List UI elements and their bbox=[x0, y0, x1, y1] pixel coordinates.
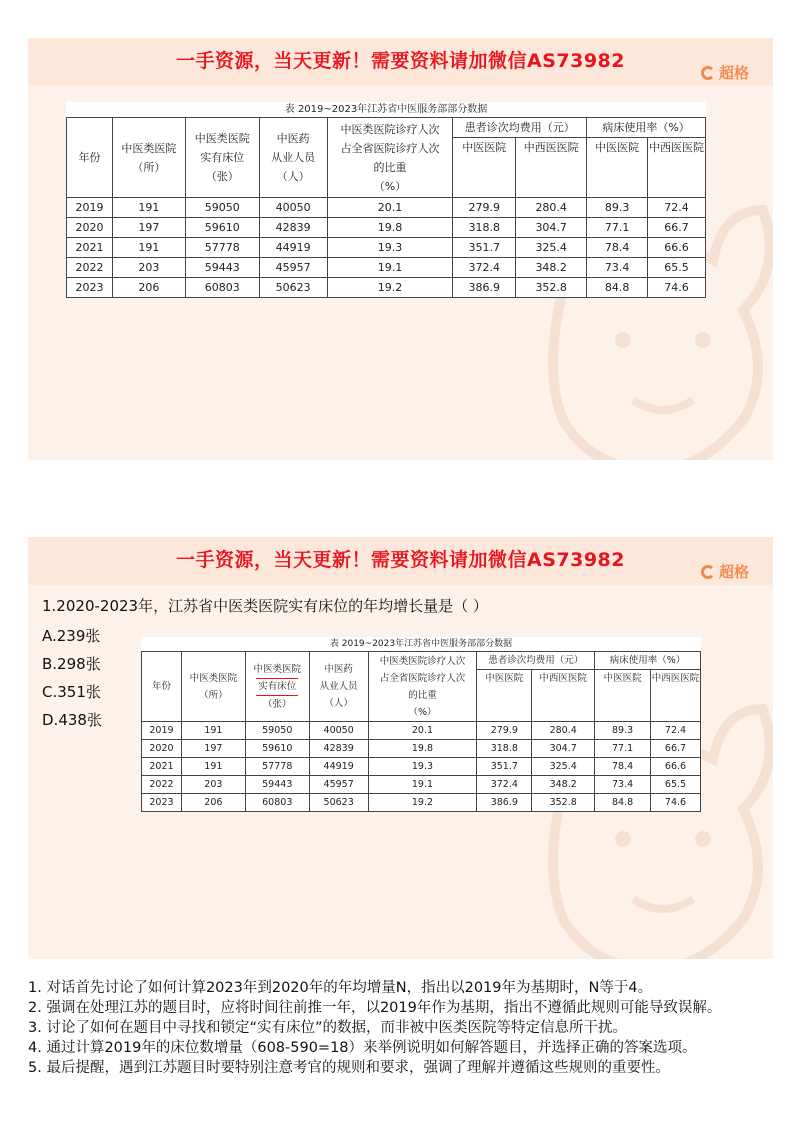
note-item: 5. 最后提醒，遇到江苏题目时要特别注意考官的规则和要求，强调了理解并遵循这些规则的重要性。 bbox=[28, 1060, 670, 1076]
table-row: 2020 197 59610 42839 19.8 318.8 304.7 77.1 66.7 bbox=[67, 218, 706, 238]
header-usage-group: 病床使用率（%） bbox=[587, 118, 706, 138]
table-row: 2019 191 59050 40050 20.1 279.9 280.4 89.3 72.4 bbox=[67, 198, 706, 218]
header-beds-highlighted: 中医类医院 实有床位 （张） bbox=[245, 652, 309, 722]
table-row: 2021 191 57778 44919 19.3 351.7 325.4 78.4 66.6 bbox=[142, 758, 701, 776]
header-year: 年份 bbox=[142, 652, 182, 722]
header-usage-tcm: 中医医院 bbox=[595, 670, 651, 722]
banner bbox=[28, 537, 773, 585]
header-cost-tcm: 中医医院 bbox=[453, 138, 516, 198]
logo-icon bbox=[701, 565, 715, 579]
banner-text: 一手资源，当天更新！需要资料请加微信AS73982 bbox=[176, 50, 625, 72]
logo-text: 超格 bbox=[718, 64, 749, 82]
option-c: C.351张 bbox=[42, 683, 101, 701]
table-title: 表 2019~2023年江苏省中医服务部部分数据 bbox=[329, 639, 513, 649]
header-usage-tcm: 中医医院 bbox=[587, 138, 648, 198]
brand-logo bbox=[701, 561, 749, 582]
question-text: 1.2020-2023年，江苏省中医类医院实有床位的年均增长量是（ ） bbox=[42, 597, 488, 615]
table-title: 表 2019~2023年江苏省中医服务部部分数据 bbox=[284, 104, 488, 115]
option-d: D.438张 bbox=[42, 711, 102, 729]
banner bbox=[28, 38, 773, 86]
note-item: 2. 强调在处理江苏的题目时，应将时间往前推一年，以2019年作为基期，指出不遵循此规则可能导致误解。 bbox=[28, 1000, 722, 1016]
note-item: 3. 讨论了如何在题目中寻找和锁定“实有床位”的数据，而非被中医类医院等特定信息所干扰。 bbox=[28, 1020, 627, 1036]
header-year: 年份 bbox=[67, 118, 113, 198]
header-hospitals: 中医类医院 （所） bbox=[181, 652, 245, 722]
header-cost-group: 患者诊次均费用（元） bbox=[453, 118, 587, 138]
header-usage-group: 病床使用率（%） bbox=[595, 652, 701, 670]
data-table-1 bbox=[66, 102, 706, 298]
data-table bbox=[66, 117, 706, 298]
header-ratio: 中医类医院诊疗人次 占全省医院诊疗人次 的比重 （%） bbox=[368, 652, 477, 722]
banner-text: 一手资源，当天更新！需要资料请加微信AS73982 bbox=[176, 549, 625, 571]
table-row: 2023 206 60803 50623 19.2 386.9 352.8 84.8 74.6 bbox=[142, 794, 701, 812]
header-usage-integrated: 中西医医院 bbox=[651, 670, 701, 722]
header-staff: 中医药 从业人员 （人） bbox=[309, 652, 368, 722]
option-a: A.239张 bbox=[42, 627, 101, 645]
brand-logo bbox=[701, 62, 749, 83]
table-row: 2023 206 60803 50623 19.2 386.9 352.8 84.8 74.6 bbox=[67, 278, 706, 298]
data-table bbox=[141, 651, 701, 812]
header-cost-integrated: 中西医医院 bbox=[516, 138, 587, 198]
header-staff: 中医药 从业人员 （人） bbox=[259, 118, 327, 198]
note-item: 1. 对话首先讨论了如何计算2023年到2020年的年均增量N，指出以2019年为基期时，N等于4。 bbox=[28, 980, 653, 996]
data-table-2 bbox=[141, 637, 701, 812]
logo-text: 超格 bbox=[718, 563, 749, 581]
header-cost-tcm: 中医医院 bbox=[477, 670, 532, 722]
header-hospitals: 中医类医院 （所） bbox=[112, 118, 185, 198]
header-usage-integrated: 中西医医院 bbox=[648, 138, 706, 198]
slide-2 bbox=[28, 537, 773, 959]
header-beds: 中医类医院 实有床位 （张） bbox=[185, 118, 259, 198]
slide-1 bbox=[28, 38, 773, 460]
table-row: 2019 191 59050 40050 20.1 279.9 280.4 89.3 72.4 bbox=[142, 722, 701, 740]
table-row: 2022 203 59443 45957 19.1 372.4 348.2 73.4 65.5 bbox=[67, 258, 706, 278]
header-cost-integrated: 中西医医院 bbox=[532, 670, 595, 722]
option-b: B.298张 bbox=[42, 655, 101, 673]
table-row: 2020 197 59610 42839 19.8 318.8 304.7 77.1 66.7 bbox=[142, 740, 701, 758]
header-ratio: 中医类医院诊疗人次 占全省医院诊疗人次 的比重 （%） bbox=[327, 118, 453, 198]
logo-icon bbox=[701, 66, 715, 80]
note-item: 4. 通过计算2019年的床位数增量（608-590=18）来举例说明如何解答题目，并选择正确的答案选项。 bbox=[28, 1040, 697, 1056]
summary-notes bbox=[28, 978, 773, 1078]
table-row: 2021 191 57778 44919 19.3 351.7 325.4 78.4 66.6 bbox=[67, 238, 706, 258]
highlight-underline: 实有床位 bbox=[256, 678, 298, 696]
table-row: 2022 203 59443 45957 19.1 372.4 348.2 73.4 65.5 bbox=[142, 776, 701, 794]
header-cost-group: 患者诊次均费用（元） bbox=[477, 652, 595, 670]
